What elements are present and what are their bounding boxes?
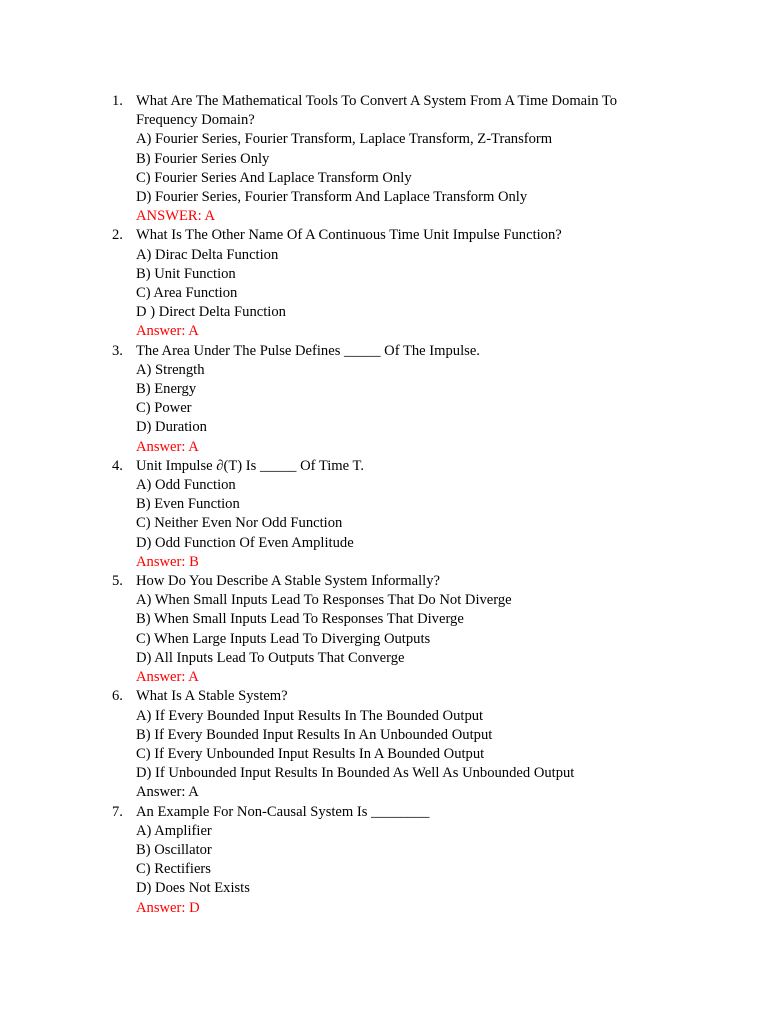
option-c: C) Neither Even Nor Odd Function <box>136 515 343 532</box>
option-d: D) If Unbounded Input Results In Bounded As Well As Unbounded Output <box>136 765 575 782</box>
option-b: B) Even Function <box>136 496 240 513</box>
option-a: A) Fourier Series, Fourier Transform, Laplace Transform, Z-Transform <box>136 131 553 148</box>
question-item <box>112 226 672 341</box>
option-a: A) When Small Inputs Lead To Responses That Do Not Diverge <box>136 592 512 609</box>
option-b: B) Energy <box>136 381 197 398</box>
option-c: C) Fourier Series And Laplace Transform Only <box>136 169 412 186</box>
option-d: D) Odd Function Of Even Amplitude <box>136 534 354 551</box>
option-c: C) Power <box>136 400 192 417</box>
question-number: 5. <box>112 573 123 590</box>
question-number: 1. <box>112 93 123 109</box>
answer-line: Answer: B <box>136 553 199 570</box>
answer-line: Answer: A <box>136 438 199 455</box>
question-text: What Is The Other Name Of A Continuous Time Unit Impulse Function? <box>136 227 562 244</box>
option-c: C) Area Function <box>136 285 238 302</box>
option-d: D ) Direct Delta Function <box>136 304 286 321</box>
question-text: What Is A Stable System? <box>136 688 288 705</box>
option-b: B) If Every Bounded Input Results In An Unbounded Output <box>136 726 493 743</box>
question-number: 6. <box>112 688 123 705</box>
answer-line: Answer: A <box>136 669 199 686</box>
question-number: 4. <box>112 457 123 474</box>
question-item <box>112 687 672 802</box>
option-c: C) When Large Inputs Lead To Diverging Outputs <box>136 630 431 647</box>
question-text: Unit Impulse ∂(T) Is _____ Of Time T. <box>136 457 365 474</box>
option-a: A) Amplifier <box>136 822 212 839</box>
answer-line: Answer: D <box>136 899 200 916</box>
option-d: D) Does Not Exists <box>136 880 250 897</box>
question-number: 2. <box>112 227 123 244</box>
question-number: 3. <box>112 342 123 359</box>
question-text: The Area Under The Pulse Defines _____ Of The Impulse. <box>136 342 480 359</box>
question-number: 7. <box>112 803 123 820</box>
answer-line: Answer: A <box>136 784 199 801</box>
option-a: A) Odd Function <box>136 477 236 494</box>
option-c: C) If Every Unbounded Input Results In A Bounded Output <box>136 745 485 762</box>
question-list <box>112 92 672 918</box>
option-d: D) Fourier Series, Fourier Transform And Laplace Transform Only <box>136 189 528 206</box>
option-b: B) Unit Function <box>136 265 236 282</box>
question-text: An Example For Non-Causal System Is ________ <box>136 803 430 820</box>
option-a: A) Dirac Delta Function <box>136 246 279 263</box>
question-item <box>112 92 672 226</box>
question-item <box>112 457 672 572</box>
question-text: What Are The Mathematical Tools To Convert A System From A Time Domain To Frequency Domain? <box>136 93 618 129</box>
option-d: D) All Inputs Lead To Outputs That Converge <box>136 649 405 666</box>
option-c: C) Rectifiers <box>136 861 211 878</box>
option-a: A) Strength <box>136 361 205 378</box>
answer-line: Answer: A <box>136 323 199 340</box>
answer-line: ANSWER: A <box>136 208 216 225</box>
question-item <box>112 342 672 457</box>
question-item <box>112 572 672 687</box>
option-b: B) When Small Inputs Lead To Responses That Diverge <box>136 611 464 628</box>
option-a: A) If Every Bounded Input Results In The Bounded Output <box>136 707 484 724</box>
option-b: B) Fourier Series Only <box>136 150 270 167</box>
option-b: B) Oscillator <box>136 841 212 858</box>
option-d: D) Duration <box>136 419 207 436</box>
question-text: How Do You Describe A Stable System Informally? <box>136 573 441 590</box>
question-item <box>112 803 672 918</box>
